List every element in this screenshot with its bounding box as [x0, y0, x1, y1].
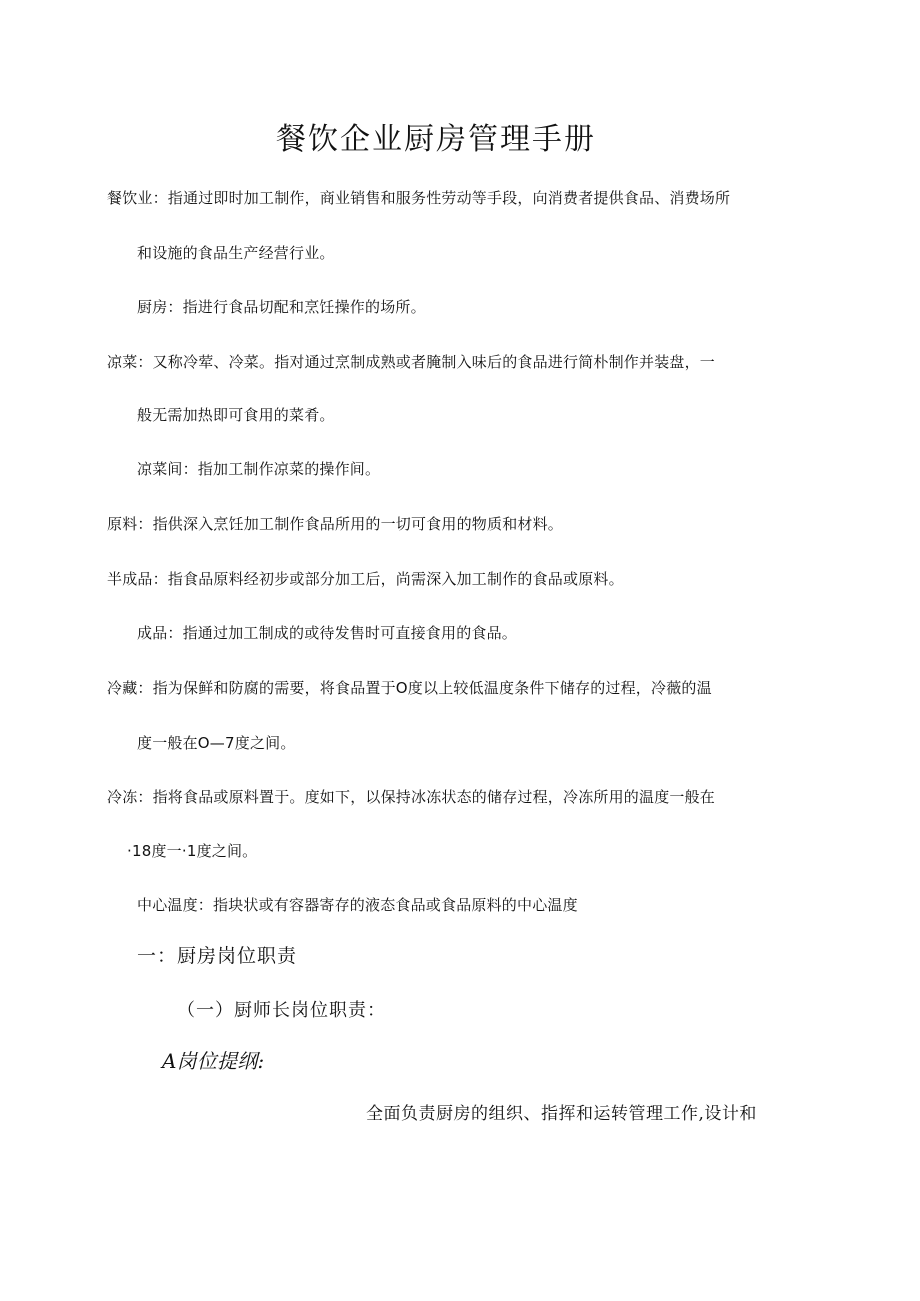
definition-line: 中心温度：指块状或有容器寄存的液态食品或食品原料的中心温度: [137, 896, 578, 914]
definition-line: 般无需加热即可食用的菜肴。: [137, 406, 335, 424]
definition-line: 冷冻：指将食品或原料置于。度如下，以保持冰冻状态的储存过程，冷冻所用的温度一般在: [107, 788, 716, 806]
definition-line: 凉菜：又称冷荤、冷菜。指对通过烹制成熟或者腌制入味后的食品进行简朴制作并装盘，一: [107, 353, 716, 371]
definition-line: 冷藏：指为保鲜和防腐的需要，将食品置于O度以上较低温度条件下储存的过程，冷薇的温: [107, 679, 712, 697]
section-heading: 一：厨房岗位职责: [137, 945, 298, 967]
body-paragraph: 全面负责厨房的组织、指挥和运转管理工作,设计和: [366, 1104, 757, 1124]
definition-line: 半成品：指食品原料经初步或部分加工后，尚需深入加工制作的食品或原料。: [107, 570, 624, 588]
definition-line: 厨房：指进行食品切配和烹饪操作的场所。: [137, 298, 426, 316]
definition-line: 成品：指通过加工制成的或待发售时可直接食用的食品。: [137, 624, 518, 642]
item-heading: A岗位提纲:: [162, 1049, 265, 1073]
definition-line: 度一般在O—7度之间。: [137, 734, 296, 752]
definition-line: ·18度一·1度之间。: [127, 842, 258, 860]
definition-line: 餐饮业：指通过即时加工制作，商业销售和服务性劳动等手段，向消费者提供食品、消费场所: [107, 189, 731, 207]
definition-line: 凉菜间：指加工制作凉菜的操作间。: [137, 460, 381, 478]
subsection-heading: （一）厨师长岗位职责：: [177, 1000, 386, 1021]
definition-line: 原料：指供深入烹饪加工制作食品所用的一切可食用的物质和材料。: [107, 515, 564, 533]
document-title: 餐饮企业厨房管理手册: [276, 122, 596, 157]
definition-line: 和设施的食品生产经营行业。: [137, 244, 335, 262]
